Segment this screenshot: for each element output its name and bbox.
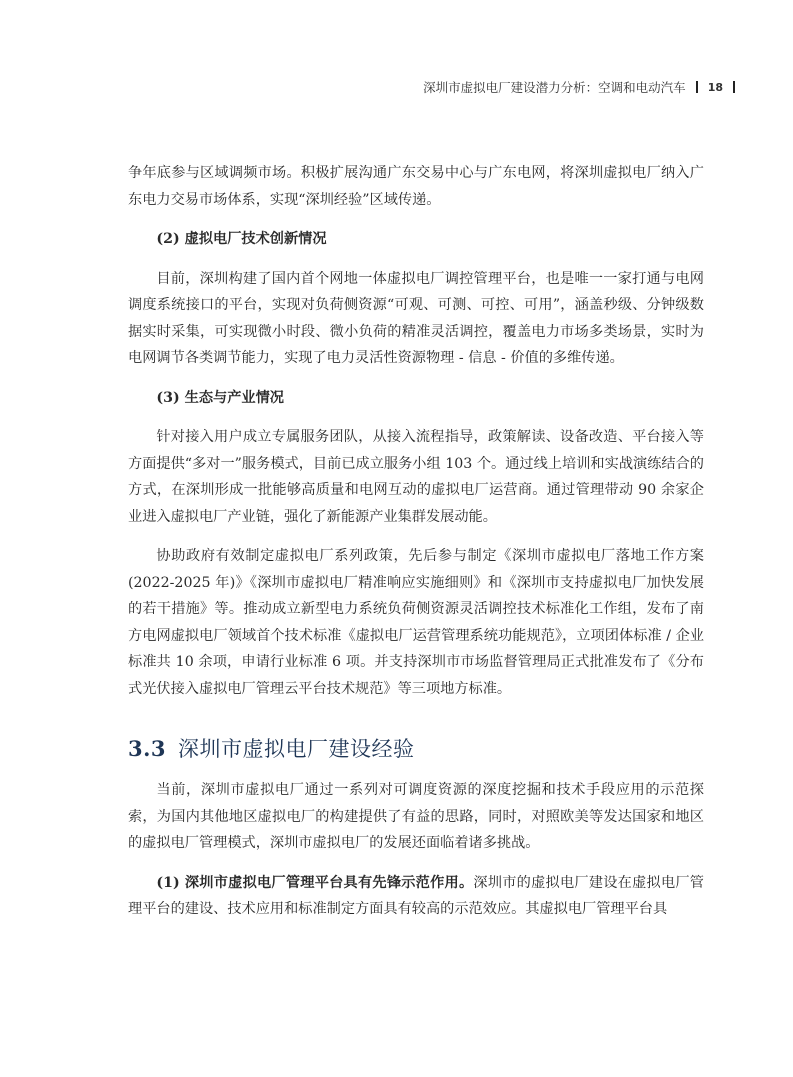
- paragraph-body: 深圳市的虚拟电厂建设在虚拟电厂管理平台的建设、技术应用和标准制定方面具有较高的示范效应。其虚拟电厂管理平台具: [128, 874, 704, 917]
- paragraph-ecosystem: 针对接入用户成立专属服务团队，从接入流程指导，政策解读、设备改造、平台接入等方面提供“多对一”服务模式，目前已成立服务小组 103 个。通过线上培训和实战演练结合的方式，在深圳形成一批能够高质量和电网互动的虚拟电厂运营商。通过管理带动 90 余家企业进入虚拟电厂产业链，强化了新能源产业集群发展动能。: [128, 429, 704, 525]
- paragraph-platform: [128, 870, 704, 923]
- page-number: 18: [707, 80, 723, 94]
- header-divider-left: [696, 81, 698, 93]
- paragraph-continuation: 争年底参与区域调频市场。积极扩展沟通广东交易中心与广东电网，将深圳虚拟电厂纳入广东电力交易市场体系，实现“深圳经验”区域传递。: [128, 165, 704, 208]
- running-header: [423, 78, 735, 96]
- page-body: [128, 160, 704, 923]
- subheading-ecosystem: (3) 生态与产业情况: [156, 389, 284, 406]
- section-title: 深圳市虚拟电厂建设经验: [178, 737, 415, 761]
- paragraph-policy: 协助政府有效制定虚拟电厂系列政策，先后参与制定《深圳市虚拟电厂落地工作方案(2022-2025 年)》《深圳市虚拟电厂精准响应实施细则》和《深圳市支持虚拟电厂加快发展的若干措施》等。推动成立新型电力系统负荷侧资源灵活调控技术标准化工作组，发布了南方电网虚拟电厂领域首个技术标准《虚拟电厂运营管理系统功能规范》，立项团体标准 / 企业标准共 10 余项，申请行业标准 6 项。并支持深圳市市场监督管理局正式批准发布了《分布式光伏接入虚拟电厂管理云平台技术规范》等三项地方标准。: [128, 548, 704, 697]
- section-heading: [128, 734, 704, 764]
- subheading-tech-innovation: (2) 虚拟电厂技术创新情况: [156, 231, 327, 247]
- paragraph-lead: (1) 深圳市虚拟电厂管理平台具有先锋示范作用。: [156, 874, 474, 891]
- paragraph-section-intro: 当前，深圳市虚拟电厂通过一系列对可调度资源的深度挖掘和技术手段应用的示范探索，为国内其他地区虚拟电厂的构建提供了有益的思路，同时，对照欧美等发达国家和地区的虚拟电厂管理模式，深圳市虚拟电厂的发展还面临着诸多挑战。: [128, 782, 704, 851]
- header-title: 深圳市虚拟电厂建设潜力分析：空调和电动汽车: [423, 80, 686, 95]
- section-number: 3.3: [128, 736, 167, 761]
- header-divider-right: [733, 81, 735, 93]
- paragraph-tech-innovation: 目前，深圳构建了国内首个网地一体虚拟电厂调控管理平台，也是唯一一家打通与电网调度系统接口的平台，实现对负荷侧资源“可观、可测、可控、可用”，涵盖秒级、分钟级数据实时采集，可实现微小时段、微小负荷的精准灵活调控，覆盖电力市场多类场景，实时为电网调节各类调节能力，实现了电力灵活性资源物理 - 信息 - 价值的多维传递。: [128, 270, 704, 366]
